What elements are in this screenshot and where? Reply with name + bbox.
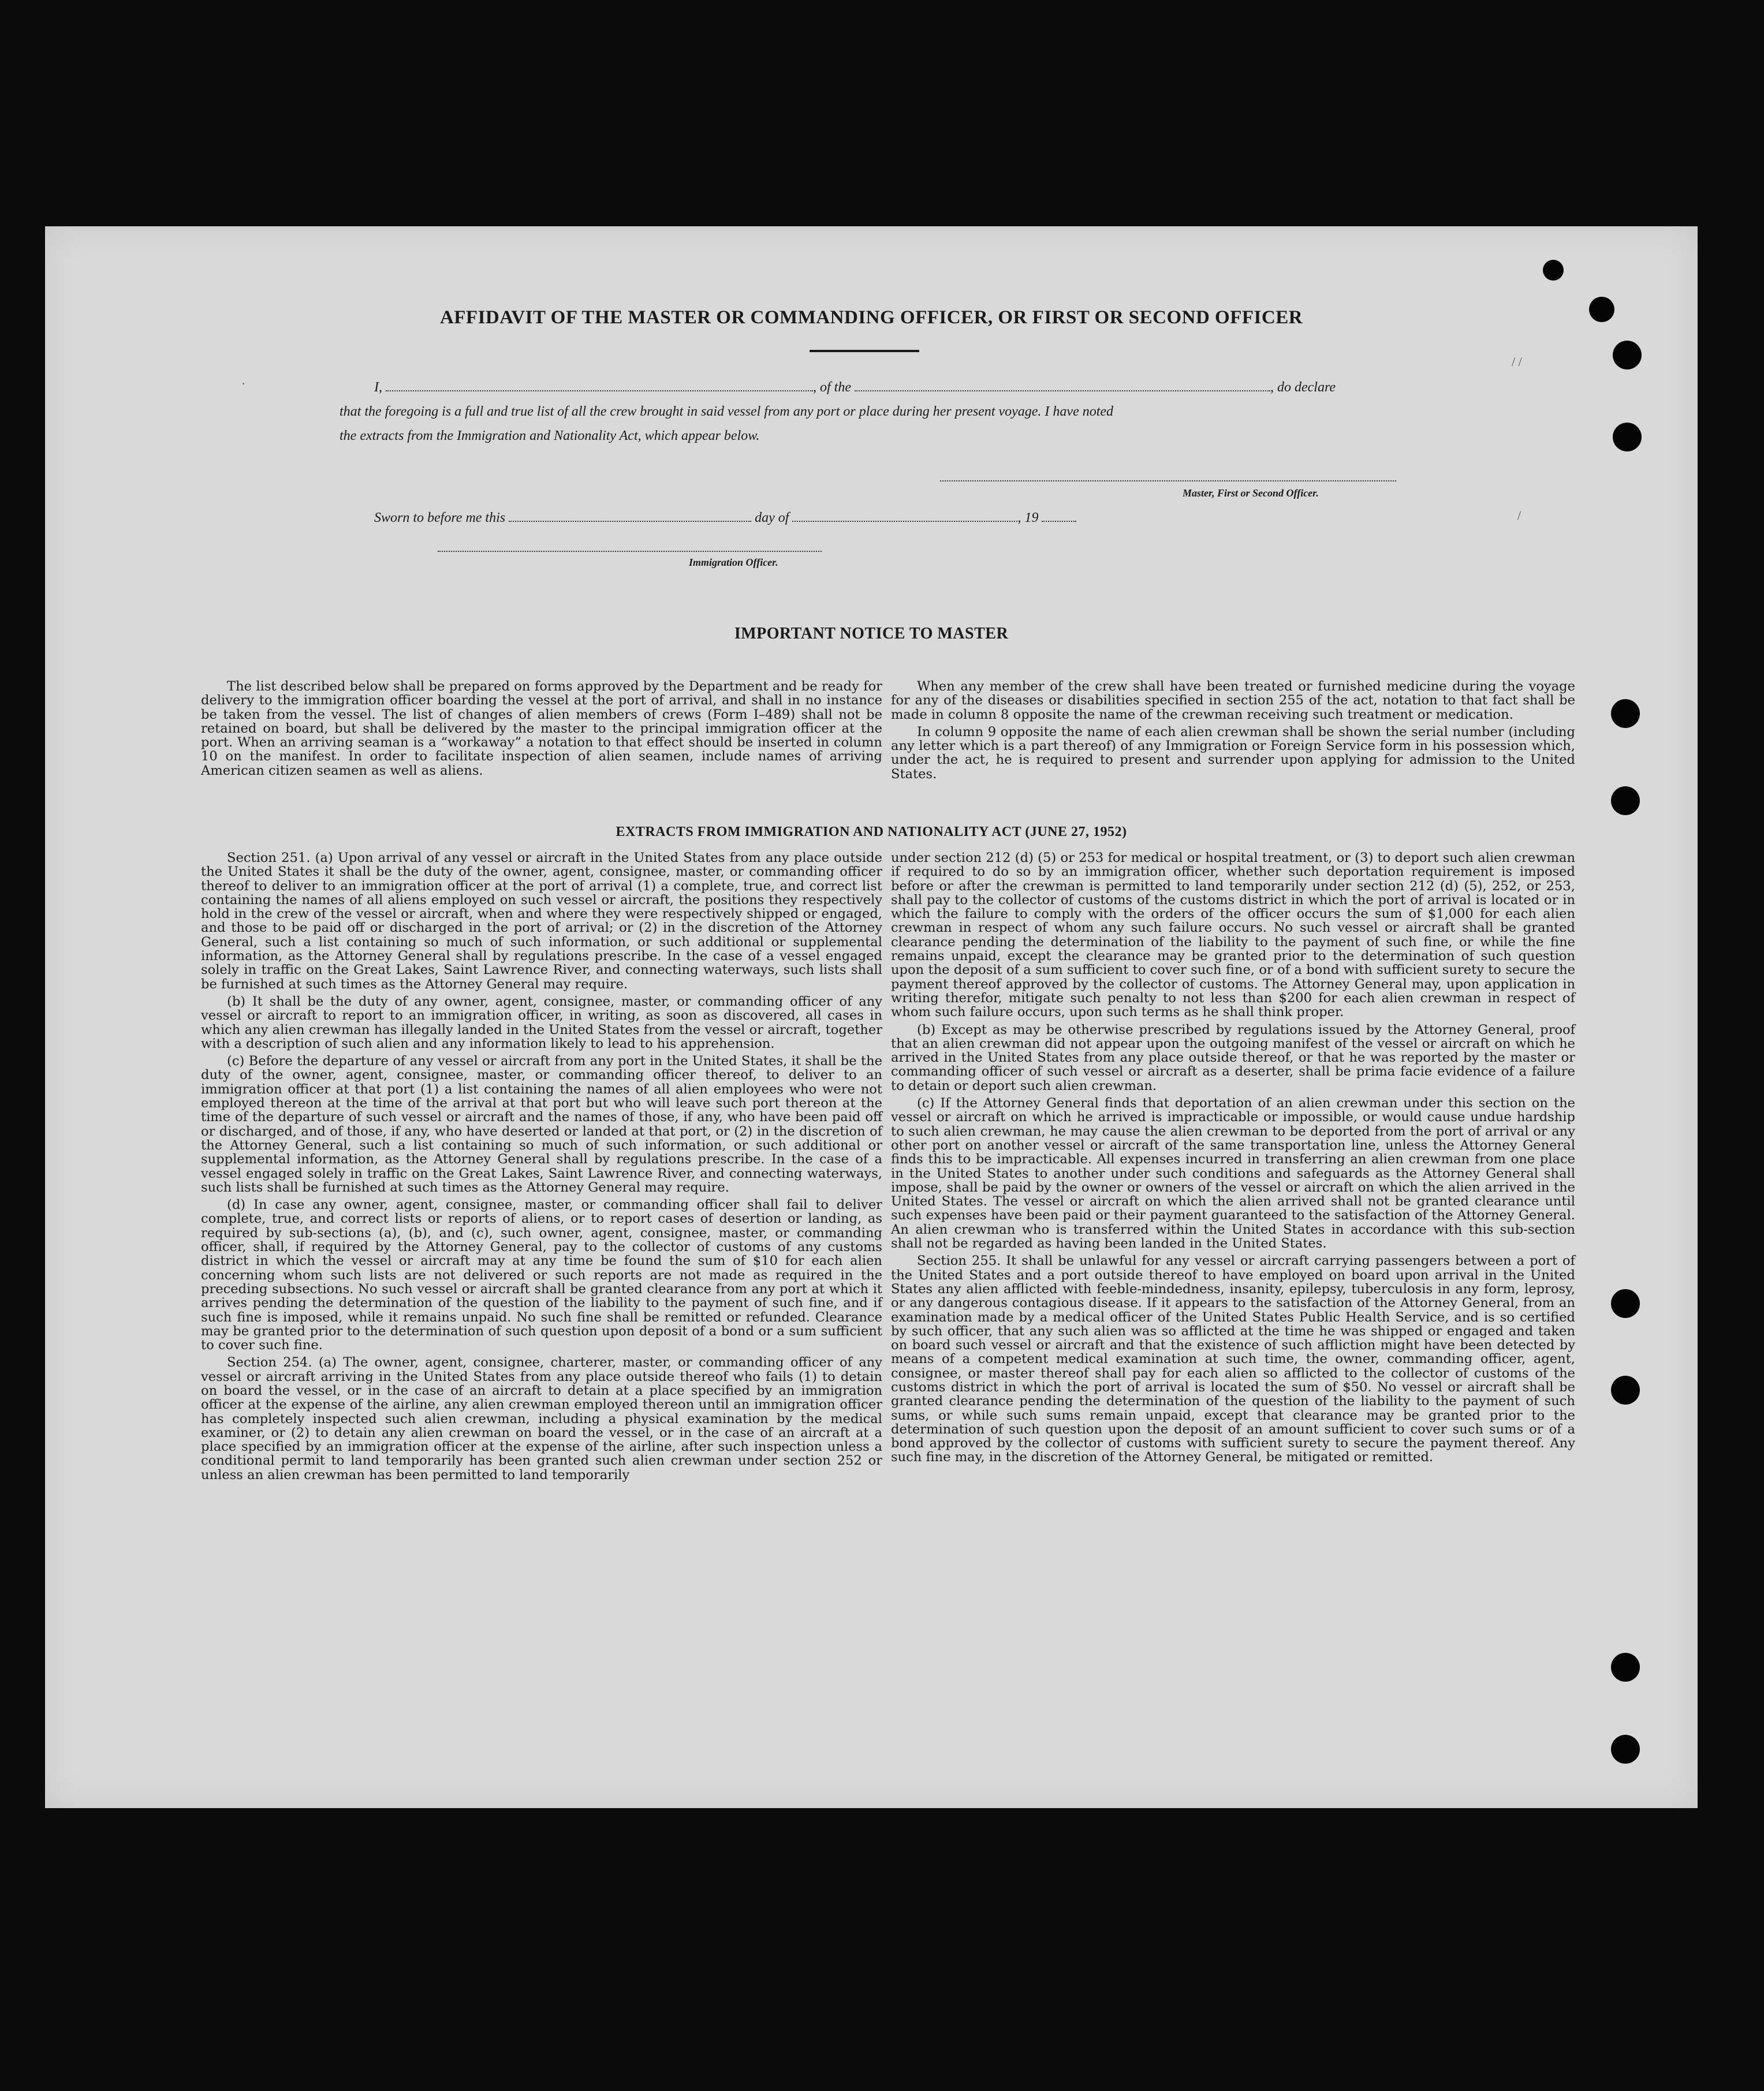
binder-hole	[1589, 297, 1614, 322]
extract-paragraph: (b) Except as may be otherwise prescribed by regulations issued by the Attorney General, proof that an alien crewman did not appear upon the outgoing manifest of the vessel or aircraft on which he arrived in the United States from any place outside thereof, or that he was reported by the master or commanding officer of such vessel or aircraft as a deserter, shall be prima facie evidence of a failure to detain or deport such alien crewman.	[891, 1022, 1575, 1093]
extracts-title: EXTRACTS FROM IMMIGRATION AND NATIONALITY ACT (JUNE 27, 1952)	[616, 824, 1127, 839]
sworn-year-field[interactable]	[1042, 509, 1076, 522]
stray-mark: / /	[1512, 354, 1522, 369]
affidavit-i-label: I,	[374, 380, 382, 395]
extracts-right-column	[891, 851, 1575, 1465]
binder-hole	[1543, 260, 1564, 281]
notice-title: IMPORTANT NOTICE TO MASTER	[734, 625, 1009, 643]
sworn-month-field[interactable]	[792, 509, 1017, 522]
master-signature-line[interactable]	[940, 480, 1396, 481]
sworn-line	[374, 509, 1076, 526]
declarant-name-field[interactable]	[386, 379, 813, 391]
notice-left-column	[201, 679, 882, 778]
extracts-left-column	[201, 851, 882, 1482]
vessel-name-field[interactable]	[855, 379, 1270, 391]
notice-paragraph: When any member of the crew shall have been treated or furnished medicine during the voyage for any of the diseases or disabilities specified in section 255 of the act, notation to that fact shall be made in column 8 opposite the name of the crewman receiving such treatment or medication.	[891, 679, 1575, 722]
stray-mark: ·	[241, 376, 246, 391]
extract-paragraph: Section 255. It shall be unlawful for any vessel or aircraft carrying passengers between a port of the United States and a port outside thereof to have employed on board upon arrival in the United States any alien afflicted with feeble-mindedness, insanity, epilepsy, tuberculosis in any form, leprosy, or any dangerous contagious disease. If it appears to the satisfaction of the Attorney General, from an examination made by a medical officer of the United States Public Health Service, and is so certified by such officer, that any such alien was so afflicted at the time he was shipped or engaged and taken on board such vessel or aircraft and that the existence of such affliction might have been detected by means of a competent medical examination at such time, the owner, commanding officer, agent, consignee, or master thereof shall pay for each alien so afflicted to the collector of customs of the customs district in which the port of arrival is located the sum of $50. No vessel or aircraft shall be granted clearance pending the determination of the question of the liability to the payment of such sums, or while such sums remain unpaid, except that clearance may be granted prior to the determination of such question upon the deposit of an amount sufficient to cover such sums or of a bond approved by the collector of customs with sufficient surety to secure the payment thereof. Any such fine may, in the discretion of the Attorney General, be mitigated or remitted.	[891, 1253, 1575, 1465]
notice-paragraph: The list described below shall be prepared on forms approved by the Department and be ready for delivery to the immigration officer boarding the vessel at the port of arrival, and shall in no instance be taken from the vessel. The list of changes of alien members of crews (Form I–489) shall not be retained on board, but shall be delivered by the master to the principal immigration officer at the port. When an arriving seaman is a “workaway” a notation to that effect should be inserted in column 10 on the manifest. In order to facilitate inspection of alien seamen, include names of arriving American citizen seamen as well as aliens.	[201, 679, 882, 778]
extract-paragraph: (b) It shall be the duty of any owner, agent, consignee, master, or commanding officer of any vessel or aircraft to report to an immigration officer, in writing, as soon as discovered, all cases in which any alien crewman has illegally landed in the United States from the vessel or aircraft, together with a description of such alien and any information likely to lead to his apprehension.	[201, 994, 882, 1051]
affidavit-line-2: that the foregoing is a full and true list of all the crew brought in said vessel from any port or place during her present voyage. I have noted	[340, 404, 1114, 419]
affidavit-title: AFFIDAVIT OF THE MASTER OR COMMANDING OFFICER, OR FIRST OR SECOND OFFICER	[439, 307, 1303, 328]
extract-paragraph: under section 212 (d) (5) or 253 for medical or hospital treatment, or (3) to deport such alien crewman if required to do so by an immigration officer, whether such deportation requirement is imposed before or after the crewman is permitted to land temporarily under section 212 (d) (5), 252, or 253, shall pay to the collector of customs of the customs district in which the port of arrival is located or in which the failure to comply with the orders of the officer occurs the sum of $1,000 for each alien crewman in respect of whom any such failure occurs. No such vessel or aircraft shall be granted clearance pending the determination of the liability to the payment of such fine, or while the fine remains unpaid, except the clearance may be granted prior to the determination of such question upon the deposit of a sum sufficient to cover such fine, or of a bond with sufficient surety to secure the payment thereof approved by the collector of customs. The Attorney General may, upon application in writing therefor, mitigate such penalty to not less than $200 for each alien crewman in respect of whom such failure occurs, upon such terms as he shall think proper.	[891, 850, 1575, 1020]
affidavit-of-the-label: , of the	[813, 380, 851, 395]
title-divider	[810, 350, 919, 352]
day-of-label: day of	[755, 510, 789, 525]
year-label: , 19	[1017, 510, 1039, 525]
binder-hole	[1611, 786, 1640, 815]
master-signature-label: Master, First or Second Officer.	[1183, 487, 1319, 499]
affidavit-line-3: the extracts from the Immigration and Nationality Act, which appear below.	[340, 428, 760, 443]
sworn-label: Sworn to before me this	[374, 510, 506, 525]
notice-right-column	[891, 679, 1575, 781]
affidavit-do-declare-label: , do declare	[1270, 380, 1336, 395]
stray-mark: /	[1517, 508, 1521, 522]
immigration-officer-signature-line[interactable]	[438, 551, 822, 552]
affidavit-line-1	[374, 379, 1336, 395]
extract-paragraph: (c) If the Attorney General finds that deportation of an alien crewman under this section on the vessel or aircraft on which he arrived is impracticable or impossible, or would cause undue hardship to such alien crewman, he may cause the alien crewman to be deported from the port of arrival or any other port on another vessel or aircraft of the same transportation line, unless the Attorney General finds this to be impracticable. All expenses incurred in transferring an alien crewman from one place in the United States to another under such conditions and safeguards as the Attorney General shall impose, shall be paid by the owner or owners of the vessel or aircraft on which the alien arrived in the United States. The vessel or aircraft on which the alien arrived shall not be granted clearance until such expenses have been paid or their payment guaranteed to the satisfaction of the Attorney General. An alien crewman who is transferred within the United States in accordance with this sub-section shall not be regarded as having been landed in the United States.	[891, 1096, 1575, 1252]
binder-hole	[1611, 1653, 1640, 1682]
extract-paragraph: (c) Before the departure of any vessel or aircraft from any port in the United States, it shall be the duty of the owner, agent, consignee, master, or commanding officer thereof, to deliver to an immigration officer at that port (1) a list containing the names of all alien employees who were not employed thereon at the time of the arrival at that port but who will leave such port thereon at the time of the departure of such vessel or aircraft and the names of those, if any, who have been paid off or discharged, and of those, if any, who have deserted or landed at that port, or (2) in the discretion of the Attorney General, such a list containing so much of such information, or such additional or supplemental information, as the Attorney General shall by regulations prescribe. In the case of a vessel engaged solely in traffic on the Great Lakes, Saint Lawrence River, and connecting waterways, such lists shall be furnished at such times as the Attorney General may require.	[201, 1054, 882, 1195]
immigration-officer-label: Immigration Officer.	[689, 557, 778, 568]
notice-paragraph: In column 9 opposite the name of each alien crewman shall be shown the serial number (including any letter which is a part thereof) of any Immigration or Foreign Service form in his possession which, under the act, he is required to present and surrender upon applying for admission to the United States.	[891, 724, 1575, 782]
binder-hole	[1611, 1735, 1640, 1764]
binder-hole	[1611, 1376, 1640, 1405]
extract-paragraph: Section 254. (a) The owner, agent, consignee, charterer, master, or commanding officer of any vessel or aircraft arriving in the United States from any place outside thereof who fails (1) to detain on board the vessel, or in the case of an aircraft to detain at a place specified by an immigration officer at the expense of the airline, any alien crewman employed thereon until an immigration officer has completely inspected such alien crewman, including a physical examination by the medical examiner, or (2) to detain any alien crewman on board the vessel, or in the case of an aircraft at a place specified by an immigration officer at the expense of the airline, after such inspection unless a conditional permit to land temporarily has been granted such alien crewman under section 252 or unless an alien crewman has been permitted to land temporarily	[201, 1355, 882, 1483]
binder-hole	[1611, 699, 1640, 728]
extract-paragraph: (d) In case any owner, agent, consignee, master, or commanding officer shall fail to deliver complete, true, and correct lists or reports of aliens, or to report cases of desertion or landing, as required by sub-sections (a), (b), and (c), such owner, agent, consignee, master, or commanding officer, shall, if required by the Attorney General, pay to the collector of customs of any customs district in which the vessel or aircraft may at any time be found the sum of $10 for each alien concerning whom such lists are not delivered or such reports are not made as required in the preceding subsections. No such vessel or aircraft shall be granted clearance from any port at which it arrives pending the determination of the question of the liability to the payment of such fine, and if such fine is imposed, while it remains unpaid. No such fine shall be remitted or refunded. Clearance may be granted prior to the determination of such question upon deposit of a bond or a sum sufficient to cover such fine.	[201, 1197, 882, 1353]
binder-hole	[1613, 341, 1642, 369]
extract-paragraph: Section 251. (a) Upon arrival of any vessel or aircraft in the United States from any place outside the United States it shall be the duty of the owner, agent, consignee, master, or commanding officer thereof to deliver to an immigration officer at the port of arrival (1) a complete, true, and correct list containing the names of all aliens employed on such vessel or aircraft, the positions they respectively hold in the crew of the vessel or aircraft, when and where they were respectively shipped or engaged, and those to be paid off or discharged in the port of arrival; or (2) in the discretion of the Attorney General, such a list containing so much of such information, or such additional or supplemental information, as the Attorney General shall by regulations prescribe. In the case of a vessel engaged solely in traffic on the Great Lakes, Saint Lawrence River, and connecting waterways, such lists shall be furnished at such times as the Attorney General may require.	[201, 850, 882, 992]
binder-hole	[1611, 1289, 1640, 1318]
binder-hole	[1613, 423, 1642, 451]
sworn-day-field[interactable]	[509, 509, 751, 522]
document-page	[45, 226, 1698, 1808]
